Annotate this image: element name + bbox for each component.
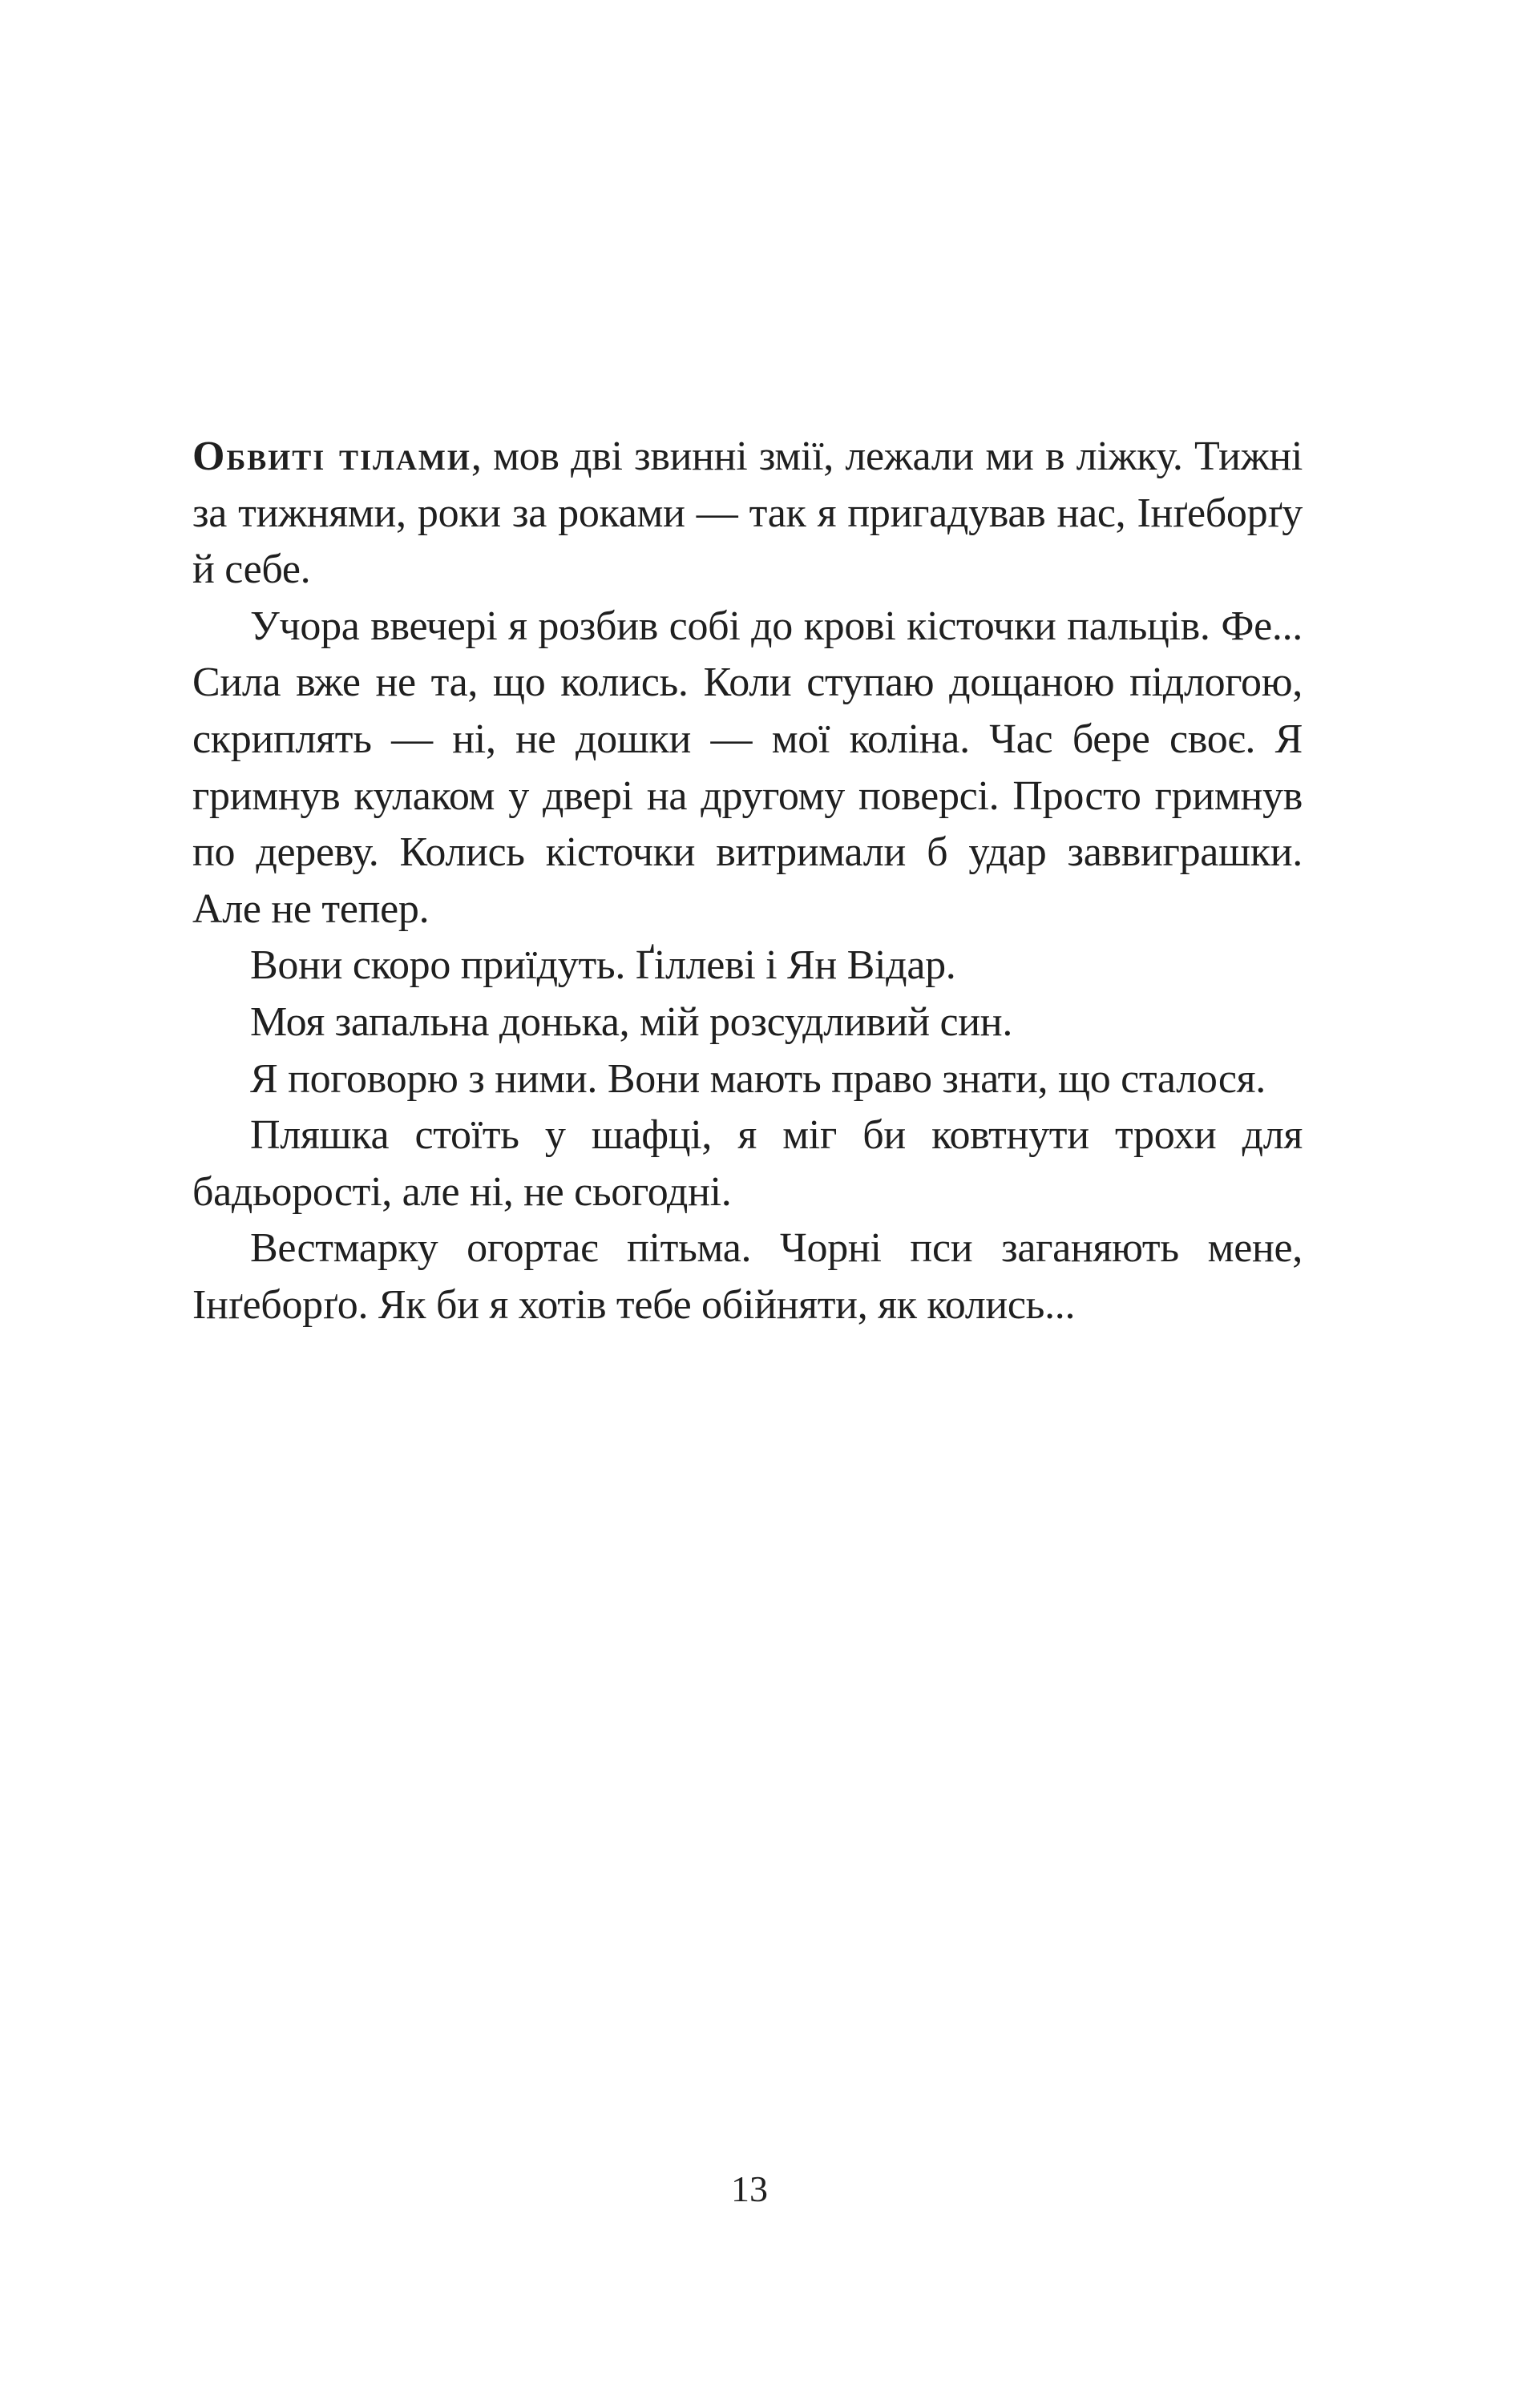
paragraph-5: Я поговорю з ними. Вони мають право знати, що сталося.	[250, 1055, 1266, 1102]
lead-in-text: Обвиті тілами	[192, 434, 471, 479]
paragraph-6: Пляшка стоїть у шафці, я міг би ковтнути трохи для бадьорості, але ні, не сьогодні.	[192, 1112, 1303, 1215]
paragraph-4: Моя запальна донька, мій розсудливий син.	[250, 998, 1013, 1045]
body-text	[192, 429, 1303, 1334]
paragraph-3: Вони скоро приїдуть. Ґіллеві і Ян Відар.	[250, 942, 956, 989]
paragraph-2: Учора ввечері я розбив собі до крові кісточки пальців. Фе... Сила вже не та, що колись. Коли ступаю дощаною підлогою, скриплять — ні, не дошки — мої коліна. Час бере своє. Я гримнув кулаком у двері на другому поверсі. Просто гримнув по дереву. Колись кісточки витримали б удар заввиграшки. Але не тепер.	[192, 603, 1303, 932]
paragraph-1	[192, 429, 1303, 599]
paragraph-text: , мов дві звинні змії, лежали ми в ліжку. Тижні за тижнями, роки за роками — так я пригадував нас, Інґеборґу й себе.	[192, 434, 1303, 593]
paragraph-7: Вестмарку огортає пітьма. Чорні пси заганяють мене, Інґеборґо. Як би я хотів тебе обійняти, як колись...	[192, 1225, 1303, 1328]
page-number: 13	[731, 2168, 768, 2209]
